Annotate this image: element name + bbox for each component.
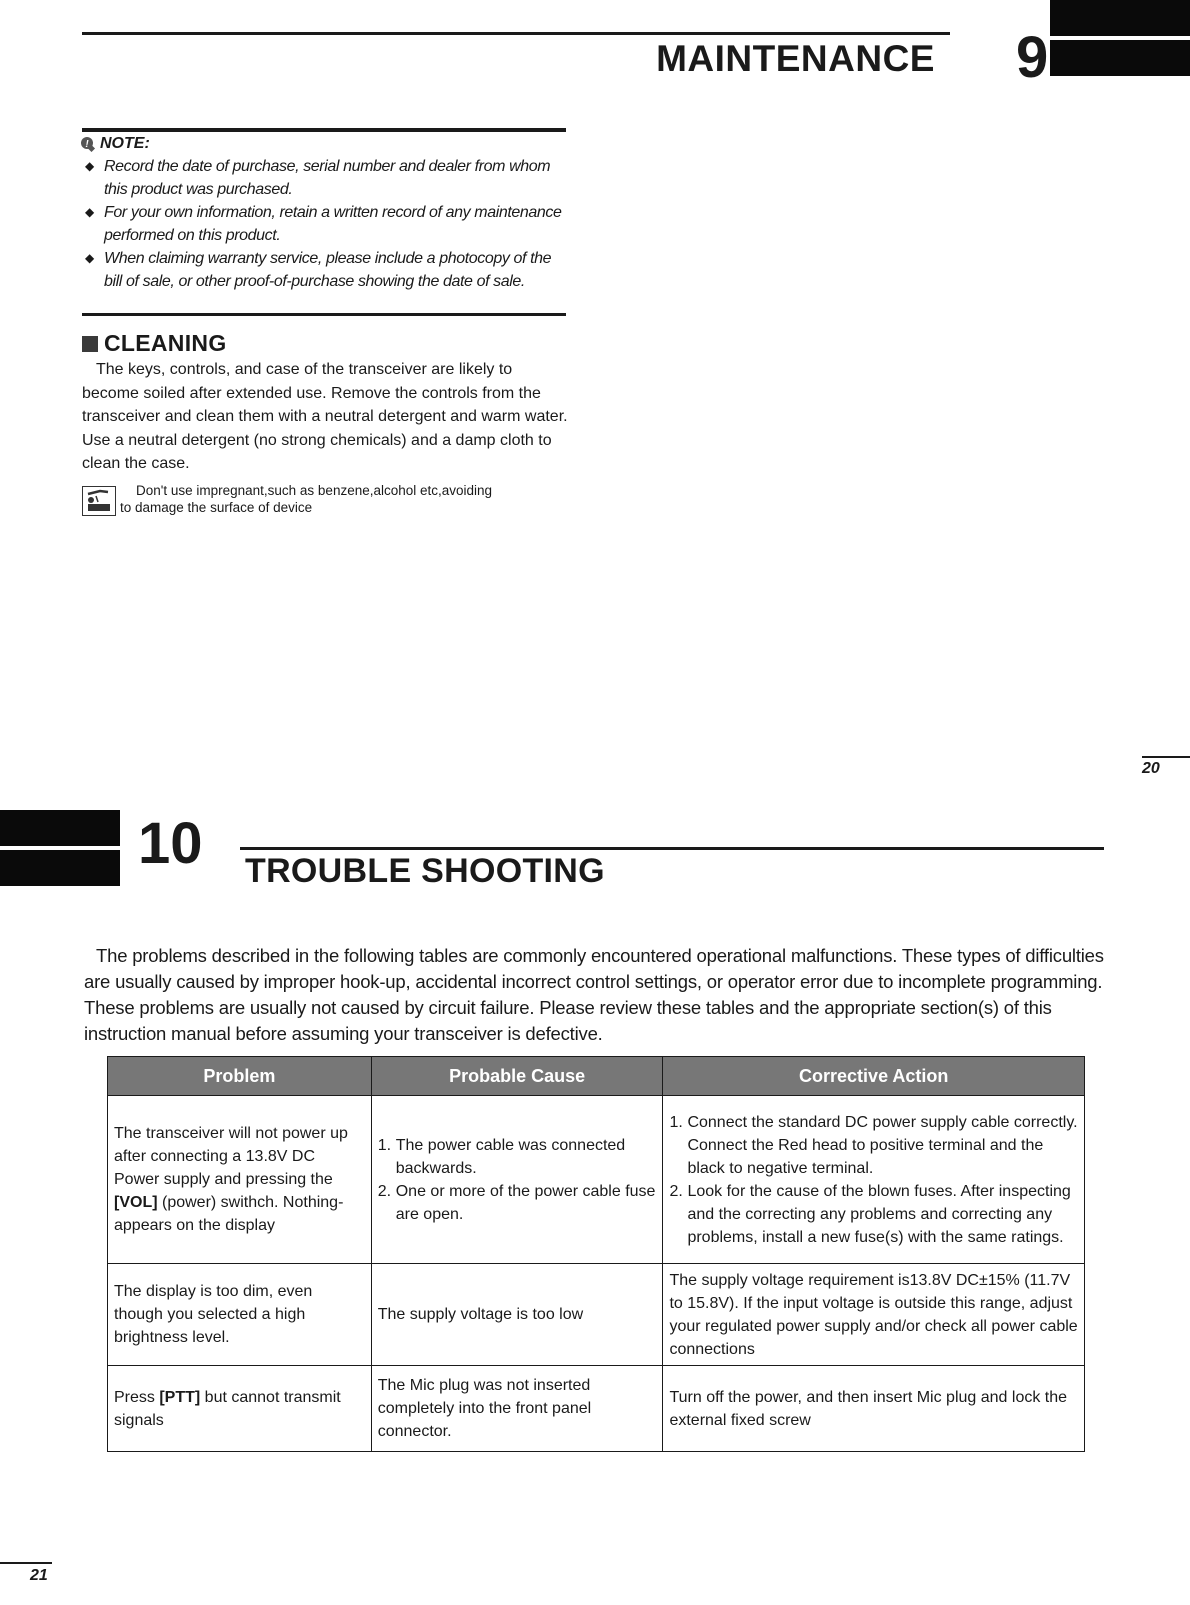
chapter-title: TROUBLE SHOOTING	[245, 852, 605, 890]
chapter-rule	[240, 847, 1104, 850]
list-item: 2. One or more of the power cable fuse are open.	[377, 1182, 656, 1223]
table-header-row	[108, 1057, 1085, 1096]
action-cell: The supply voltage requirement is13.8V DC±15% (11.7V to 15.8V). If the input voltage is outside this range, adjust your regulated power supply and/or check all power cable connections	[663, 1264, 1085, 1366]
note-top-rule	[82, 128, 566, 132]
table-row	[108, 1096, 1085, 1264]
page-number-rule	[0, 1562, 52, 1564]
chapter-tab-upper	[1050, 0, 1190, 36]
problem-cell: The display is too dim, even though you selected a high brightness level.	[108, 1264, 372, 1366]
cause-cell: The supply voltage is too low	[371, 1264, 663, 1366]
chapter-tab-upper	[0, 810, 120, 846]
bullet-icon: ◆	[85, 251, 94, 265]
column-header: Problem	[108, 1057, 372, 1096]
note-bottom-rule	[82, 313, 566, 316]
warning-line-2: to damage the surface of device	[120, 500, 313, 515]
cleaning-body: The keys, controls, and case of the transceiver are likely to become soiled after extended use. Remove the controls from the transceiver and clean them with a neutral detergent and warm water. Use a neutral detergent (no strong chemicals) and a damp cloth to clean the case.	[82, 361, 568, 472]
cause-cell	[371, 1096, 663, 1264]
page-number: 20	[1142, 760, 1160, 777]
chapter-number: 10	[138, 811, 203, 876]
intro-paragraph: The problems described in the following tables are commonly encountered operational malfunctions. These types of difficulties are usually caused by improper hook-up, accidental incorrect control settings, or operator error due to incomplete programming. These problems are usually not caused by circuit failure. Please review these tables and the appropriate section(s) of this instruction manual before assuming your transceiver is defective.	[84, 945, 1104, 1044]
table-row	[108, 1264, 1085, 1366]
cleaning-heading: CLEANING	[82, 330, 227, 357]
note-heading-text: NOTE:	[100, 135, 150, 152]
page-number-rule	[1142, 756, 1190, 758]
action-cell	[663, 1096, 1085, 1264]
note-list	[82, 155, 572, 293]
chapter-tab-lower	[0, 850, 120, 886]
action-cell: Turn off the power, and then insert Mic plug and lock the external fixed screw	[663, 1366, 1085, 1452]
square-bullet-icon	[82, 336, 98, 352]
list-item: ◆ Record the date of purchase, serial number and dealer from whom this product was purchased.	[82, 155, 572, 201]
bullet-icon: ◆	[85, 159, 94, 173]
chapter-number: 9	[1016, 25, 1049, 90]
list-item: ◆ When claiming warranty service, please include a photocopy of the bill of sale, or other proof-of-purchase showing the date of sale.	[82, 247, 572, 293]
problem-cell: Press [PTT] but cannot transmit signals	[108, 1366, 372, 1452]
note-icon	[80, 136, 96, 152]
page-number: 21	[30, 1567, 48, 1584]
svg-text:!: !	[85, 139, 89, 150]
table-row	[108, 1366, 1085, 1452]
list-item: ◆ For your own information, retain a written record of any maintenance performed on this product.	[82, 201, 572, 247]
header-rule	[82, 32, 950, 35]
warning-line-1: Don't use impregnant,such as benzene,alcohol etc,avoiding	[136, 483, 493, 498]
cause-cell: The Mic plug was not inserted completely into the front panel connector.	[371, 1366, 663, 1452]
cleaning-warning	[82, 482, 572, 516]
note-heading	[80, 135, 150, 153]
bullet-icon: ◆	[85, 205, 94, 219]
chapter-title: MAINTENANCE	[656, 38, 935, 79]
chapter-tab-lower	[1050, 40, 1190, 76]
problem-cell: The transceiver will not power up after connecting a 13.8V DC Power supply and pressing the [VOL] (power) swithch. Nothing-appears on the display	[108, 1096, 372, 1264]
troubleshooting-table	[107, 1056, 1085, 1452]
list-item: 1. The power cable was connected backwards.	[377, 1136, 626, 1177]
no-chemicals-icon	[82, 486, 116, 516]
column-header: Probable Cause	[371, 1057, 663, 1096]
list-item: 2. Look for the cause of the blown fuses. After inspecting and the correcting any problems and correcting any problems, install a new fuse(s) with the same ratings.	[669, 1182, 1071, 1246]
list-item: 1. Connect the standard DC power supply cable correctly. Connect the Red head to positive terminal and the black to negative terminal.	[669, 1113, 1078, 1177]
column-header: Corrective Action	[663, 1057, 1085, 1096]
